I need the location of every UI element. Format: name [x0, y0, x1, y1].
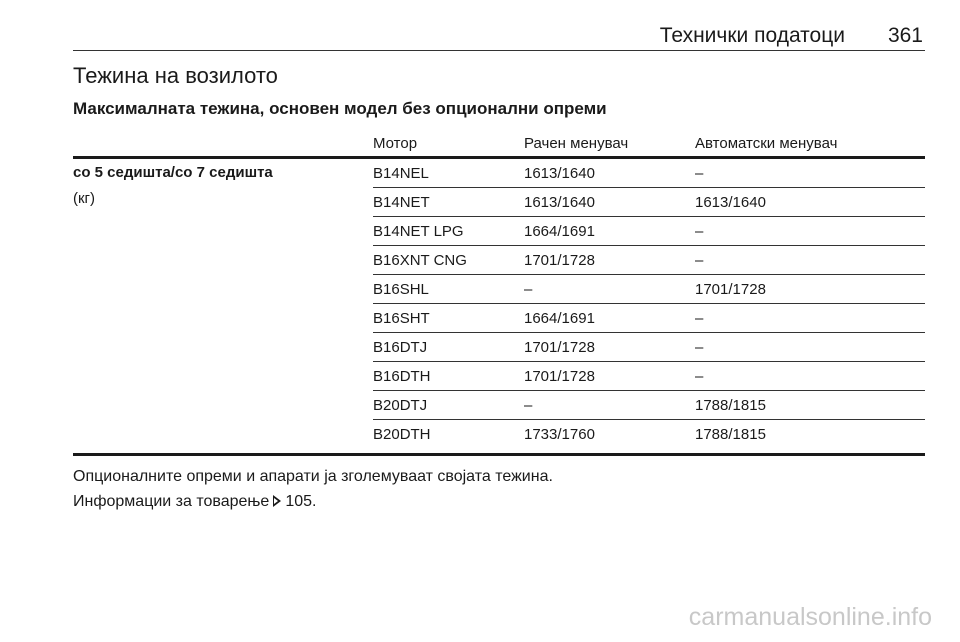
cell-auto: 1788/1815 [695, 426, 766, 443]
table-header [73, 132, 925, 159]
cell-auto: – [695, 223, 704, 240]
cell-manual: 1664/1691 [524, 310, 595, 327]
cell-motor: B20DTJ [373, 397, 428, 414]
cell-auto: – [695, 368, 704, 385]
page-header [73, 24, 925, 51]
header-title: Технички податоци [659, 24, 845, 47]
cell-motor: B14NET LPG [373, 223, 464, 240]
optional-equipment-note: Опционалните опреми и апарати ја зголемуваат својата тежина. [73, 468, 553, 485]
cell-motor: B14NET [373, 194, 430, 211]
loading-info-note [73, 491, 316, 513]
table-bottom-rule [73, 453, 925, 456]
cell-auto: 1788/1815 [695, 397, 766, 414]
loading-info-text: Информации за товарење [73, 493, 270, 510]
cell-auto: – [695, 310, 704, 327]
cell-auto: – [695, 339, 704, 356]
cell-auto: – [695, 252, 704, 269]
cell-manual: – [524, 397, 533, 414]
row-group-label [73, 162, 363, 210]
cell-manual: – [524, 281, 533, 298]
table-row [373, 420, 925, 448]
page-reference-link[interactable]: 105. [285, 493, 317, 510]
section-title: Тежина на возилото [73, 63, 278, 88]
cell-motor: B20DTH [373, 426, 431, 443]
seats-label: со 5 седишта/со 7 седишта [73, 164, 273, 181]
column-header-manual: Рачен менувач [524, 135, 629, 152]
table-row [373, 217, 925, 246]
cell-motor: B16SHT [373, 310, 430, 327]
page-number: 361 [887, 24, 923, 47]
cell-auto: 1701/1728 [695, 281, 766, 298]
cell-manual: 1733/1760 [524, 426, 595, 443]
cell-manual: 1701/1728 [524, 252, 595, 269]
section-subtitle: Максималната тежина, основен модел без опционални опреми [73, 99, 607, 118]
page-reference-arrow-icon [273, 495, 281, 507]
cell-motor: B16XNT CNG [373, 252, 467, 269]
table-row [373, 246, 925, 275]
cell-motor: B16DTJ [373, 339, 428, 356]
table-row [373, 188, 925, 217]
table-row [373, 333, 925, 362]
cell-manual: 1613/1640 [524, 165, 595, 182]
cell-manual: 1701/1728 [524, 339, 595, 356]
cell-motor: B14NEL [373, 165, 429, 182]
cell-auto: 1613/1640 [695, 194, 766, 211]
table-row [373, 159, 925, 188]
table-row [373, 304, 925, 333]
table-row [373, 362, 925, 391]
column-header-motor: Мотор [373, 135, 418, 152]
table-row [373, 275, 925, 304]
cell-motor: B16SHL [373, 281, 429, 298]
cell-motor: B16DTH [373, 368, 431, 385]
cell-auto: – [695, 165, 704, 182]
table-row [373, 391, 925, 420]
column-header-auto: Автоматски менувач [695, 135, 838, 152]
cell-manual: 1613/1640 [524, 194, 595, 211]
weight-table [373, 159, 925, 448]
cell-manual: 1701/1728 [524, 368, 595, 385]
unit-label: (кг) [73, 190, 96, 207]
watermark: carmanualsonline.info [688, 603, 932, 631]
cell-manual: 1664/1691 [524, 223, 595, 240]
